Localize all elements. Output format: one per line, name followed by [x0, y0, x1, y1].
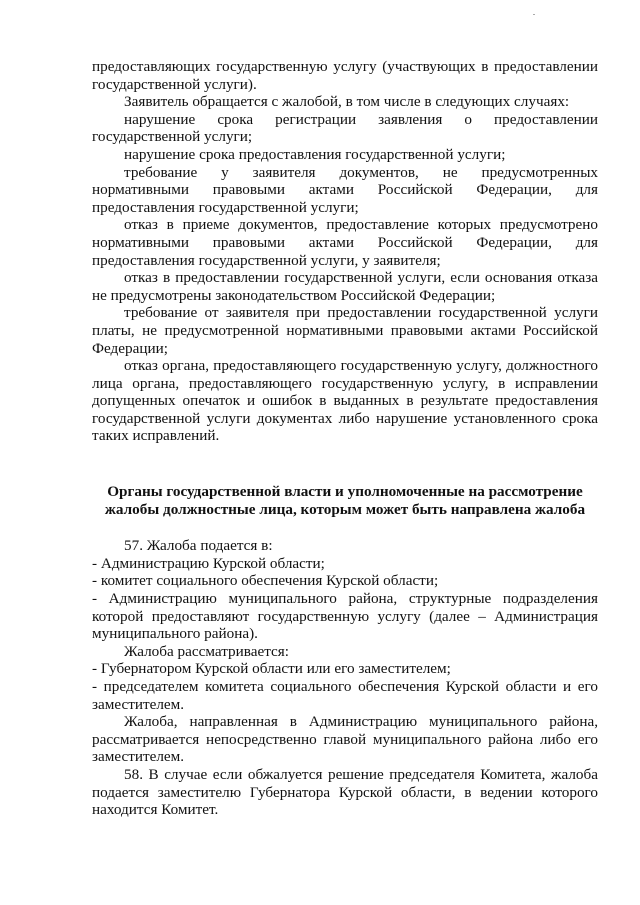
- section-heading: Органы государственной власти и уполномоченные на рассмотрение жалобы должностные лица, которым может быть направлена жалоба: [104, 483, 586, 518]
- case-payment-demand: требование от заявителя при предоставлении государственной услуги платы, не предусмотренной нормативными правовыми актами Российской Федерации;: [92, 304, 598, 357]
- case-document-refusal: отказ в приеме документов, предоставление которых предусмотрено нормативными правовыми актами Российской Федерации, для предоставления государственной услуги, у заявителя;: [92, 216, 598, 269]
- scan-speck: [533, 14, 535, 15]
- list-item-social-committee: - комитет социального обеспечения Курской области;: [92, 572, 439, 590]
- case-correction-refusal: отказ органа, предоставляющего государственную услугу, должностного лица органа, предоставляющего государственную услугу, в исправлении допущенных опечаток и ошибок в выданных в результате предоставления государственной услуги документах либо нарушение установленного срока таких исправлений.: [92, 357, 598, 445]
- paragraph-municipal-review: Жалоба, направленная в Администрацию муниципального района, рассматривается непосредственно главой муниципального района либо его заместителем.: [92, 713, 598, 766]
- case-registration-deadline: нарушение срока регистрации заявления о предоставлении государственной услуги;: [92, 110, 598, 146]
- paragraph-57: 57. Жалоба подается в:: [124, 537, 273, 555]
- case-extra-documents: требование у заявителя документов, не предусмотренных нормативными правовыми актами Российской Федерации, для предоставления государственной услуги;: [92, 163, 598, 216]
- case-service-deadline: нарушение срока предоставления государственной услуги;: [124, 145, 506, 163]
- paragraph-58: 58. В случае если обжалуется решение председателя Комитета, жалоба подается заместителю Губернатора Курской области, в ведении которого находится Комитет.: [92, 765, 598, 819]
- list-item-municipal-administration: - Администрацию муниципального района, структурные подразделения которой предоставляют государственную услугу (далее – Администрация муниципального района).: [92, 590, 598, 643]
- paragraph-continuation: предоставляющих государственную услугу (участвующих в предоставлении государственной услуги).: [92, 58, 598, 93]
- list-item-governor: - Губернатором Курской области или его заместителем;: [92, 660, 451, 678]
- list-item-committee-chairman: - председателем комитета социального обеспечения Курской области и его заместителем.: [92, 678, 598, 713]
- paragraph-complaint-reviewed: Жалоба рассматривается:: [124, 642, 289, 660]
- paragraph-complaint-cases: Заявитель обращается с жалобой, в том числе в следующих случаях:: [124, 93, 570, 111]
- document-body: [92, 58, 598, 819]
- list-item-regional-administration: - Администрацию Курской области;: [92, 554, 325, 572]
- case-service-refusal: отказ в предоставлении государственной услуги, если основания отказа не предусмотрены законодательством Российской Федерации;: [92, 269, 598, 304]
